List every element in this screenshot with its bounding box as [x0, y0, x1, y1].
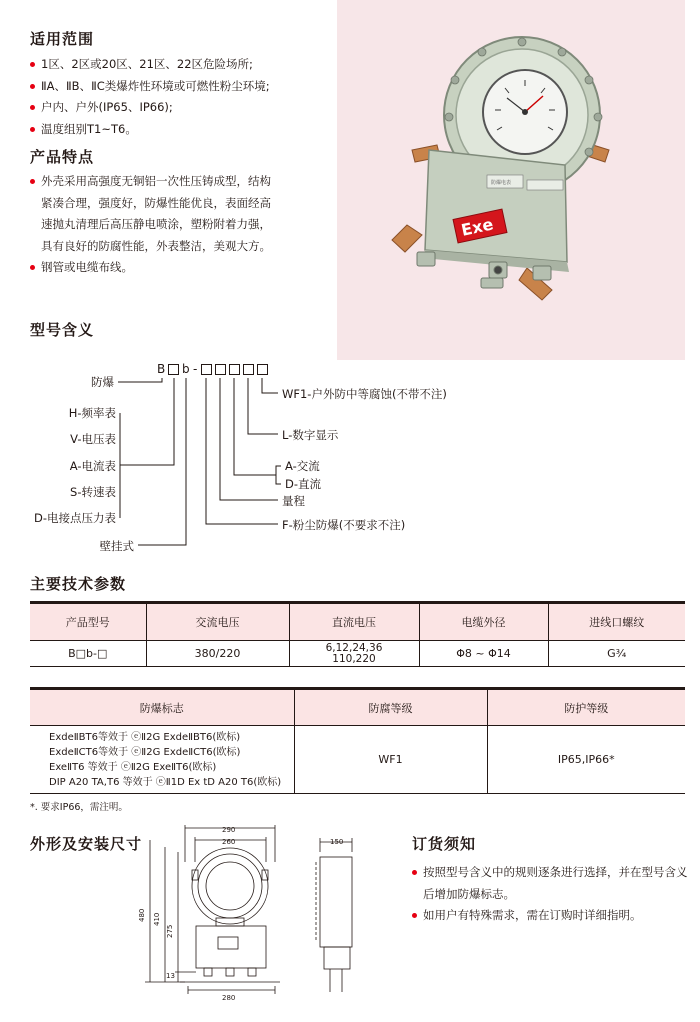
table-cell: WF1 [294, 726, 487, 794]
table-header-row [30, 690, 685, 726]
table-header-cell: 交流电压 [146, 604, 289, 641]
table-header-cell: 产品型号 [30, 604, 146, 641]
table-header-row [30, 604, 685, 641]
section-title-ordering: 订货须知 [412, 835, 477, 853]
section-title-specs: 主要技术参数 [30, 575, 127, 593]
model-label-pressure: D-电接点压力表 [33, 511, 116, 525]
dimension-drawing [130, 822, 390, 1012]
model-label-wall-mounted: 壁挂式 [99, 539, 134, 553]
dim-label: 280 [222, 994, 236, 1002]
box-outline [196, 926, 266, 968]
dim-label: 410 [153, 912, 161, 926]
table-header-cell: 进线口螺纹 [548, 604, 685, 641]
table-cell: 380/220 [146, 641, 289, 667]
model-label-current: A-电流表 [69, 459, 116, 473]
svg-text:Exe: Exe [459, 214, 495, 240]
table-cell-marks [30, 726, 294, 794]
table-cell: IP65,IP66* [487, 726, 685, 794]
explosion-mark: ExdeⅡCT6等效于 ⓔⅡ2G ExdeⅡCT6(欧标) [49, 746, 241, 758]
footnote: *. 要求IP66，需注明。 [30, 802, 128, 813]
section-title-model: 型号含义 [30, 321, 95, 339]
list-item: 外壳采用高强度无铜铝一次性压铸成型，结构紧凑合理，强度好，防爆性能优良，表面经高速抛丸清理后高压静电喷涂，塑粉附着力强，具有良好的防腐性能，外表整洁，美观大方。 [30, 171, 272, 257]
model-label-digital: L-数字显示 [282, 428, 339, 442]
table-row [30, 641, 685, 667]
dim-label: 150 [330, 838, 344, 846]
list-item: 温度组别T1~T6。 [30, 119, 330, 141]
table-cell: G¾ [548, 641, 685, 667]
explosion-mark: ExdeⅡBT6等效于 ⓔⅡ2G ExdeⅡBT6(欧标) [49, 731, 241, 743]
list-item: 按照型号含义中的规则逐条进行选择，并在型号含义后增加防爆标志。 [412, 862, 697, 905]
model-code-b: B [157, 362, 166, 376]
section-title-dimensions: 外形及安装尺寸 [30, 835, 143, 853]
dim-label: 260 [222, 838, 236, 846]
section-title-scope: 适用范围 [30, 30, 95, 48]
ordering-list [412, 862, 697, 927]
table-header-cell: 防护等级 [487, 690, 685, 726]
model-label-voltage: V-电压表 [70, 432, 116, 446]
model-label-dust: F-粉尘防爆(不要求不注) [282, 518, 406, 532]
table-row [30, 726, 685, 794]
model-label-frequency: H-频率表 [68, 406, 116, 420]
side-view-outline [320, 857, 352, 947]
dim-label: 275 [166, 924, 174, 938]
explosion-mark: ExeⅡT6 等效于 ⓔⅡ2G ExeⅡT6(欧标) [49, 761, 217, 773]
list-item: ⅡA、ⅡB、ⅡC类爆炸性环境或可燃性粉尘环境; [30, 76, 330, 98]
list-item: 户内、户外(IP65、IP66); [30, 97, 330, 119]
dc-voltage-line-1: 6,12,24,36 [325, 641, 383, 654]
model-label-wf1: WF1-户外防中等腐蚀(不带不注) [282, 387, 447, 401]
model-code-dash: - [193, 362, 198, 376]
dim-label: 290 [222, 826, 236, 834]
table-cell [289, 641, 419, 667]
spec-table [30, 603, 685, 667]
svg-text:防爆电表: 防爆电表 [491, 180, 512, 186]
explosion-table [30, 689, 685, 794]
model-code-b2: b [182, 362, 190, 376]
list-item: 1区、2区或20区、21区、22区危险场所; [30, 54, 330, 76]
dc-voltage-line-2: 110,220 [332, 652, 376, 665]
table-header-cell: 防爆标志 [30, 690, 294, 726]
model-label-dc: D-直流 [285, 477, 322, 491]
model-label-speed: S-转速表 [70, 485, 116, 499]
model-label-explosion-proof: 防爆 [91, 375, 114, 389]
dim-label: 480 [138, 908, 146, 922]
section-title-features: 产品特点 [30, 148, 95, 166]
dim-label: 13 [166, 972, 175, 980]
table-header-cell: 电缆外径 [419, 604, 548, 641]
gauge-outline [192, 848, 268, 924]
explosion-mark: DIP A20 TA,T6 等效于 ⓔⅡ1D Ex tD A20 T6(欧标) [49, 776, 282, 788]
table-header-cell: 直流电压 [289, 604, 419, 641]
model-label-ac: A-交流 [285, 459, 320, 473]
table-cell: Φ8 ~ Φ14 [419, 641, 548, 667]
model-label-range: 量程 [282, 494, 305, 508]
list-item: 如用户有特殊需求，需在订购时详细指明。 [412, 905, 697, 927]
table-header-cell: 防腐等级 [294, 690, 487, 726]
list-item: 钢管或电缆布线。 [30, 257, 272, 279]
table-cell: B□b-□ [30, 641, 146, 667]
